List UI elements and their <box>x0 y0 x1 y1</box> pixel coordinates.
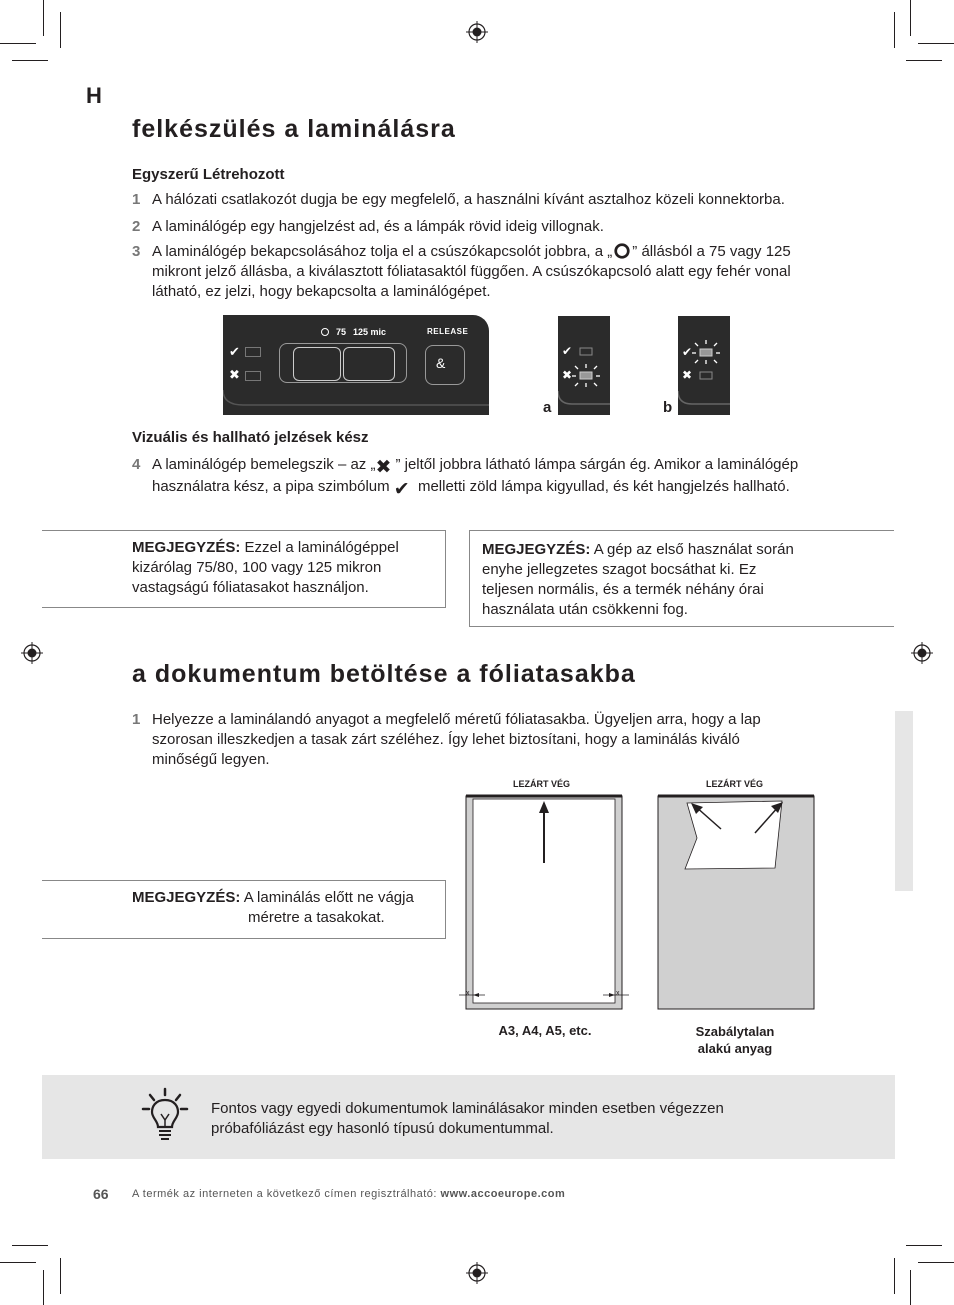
crop-mark <box>0 1262 36 1263</box>
lightbulb-icon <box>140 1087 190 1147</box>
note-thickness: MEGJEGYZÉS: Ezzel a laminálógéppel kizárólag 75/80, 100 vagy 125 mikron vastagságú fóliatasakot használjon. <box>132 539 399 596</box>
registration-mark-icon <box>21 642 43 664</box>
step-text: A hálózati csatlakozót dugja be egy megfelelő, a használni kívánt asztalhoz közeli konnektorba. <box>152 191 785 208</box>
release-icon: & <box>436 355 446 371</box>
page-number: 66 <box>93 1186 109 1202</box>
caption-standard: A3, A4, A5, etc. <box>498 1023 592 1038</box>
step-3 <box>132 242 812 302</box>
crop-mark <box>12 1245 48 1246</box>
crop-mark <box>60 12 61 48</box>
label-75: 75 <box>336 327 347 337</box>
subtitle-setup: Egyszerű Létrehozott <box>132 166 285 183</box>
step-text: A laminálógép bekapcsolásához tolja el a csúszókapcsolót jobbra, a „ ” állásból a 75 vagy 125 mikront jelző állásba, a kiválasztott fóliatasaktól függően. A csúszókapcsoló alatt egy fehér vonal látható, ez jelzi, hogy bekapcsolta a laminálógépet. <box>152 243 791 300</box>
step-4 <box>132 455 812 499</box>
step-text: A laminálógép bemelegszik – az „✖ ” jeltől jobbra látható lámpa sárgán ég. Amikor a laminálógép használatra kész, a pipa szimbólum ✔ melletti zöld lámpa kigyullad, és két hangjelzés hallható. <box>152 456 799 500</box>
step-load-1 <box>132 710 792 770</box>
slide-switch-knob <box>343 347 395 381</box>
tip-text: Fontos vagy egyedi dokumentumok laminálásakor minden esetben végezzen próbafóliázást egy hasonló típusú dokumentummal. <box>211 1100 724 1137</box>
section-title-preparation: felkészülés a laminálásra <box>132 115 456 143</box>
crop-mark <box>43 1270 44 1305</box>
step-1 <box>132 190 832 210</box>
step-number: 1 <box>132 711 141 728</box>
registration-mark-icon <box>911 642 933 664</box>
crop-mark <box>894 12 895 48</box>
cross-icon: ✖ <box>682 368 693 382</box>
panel-detail-b <box>678 316 730 415</box>
check-icon: ✔ <box>562 344 573 358</box>
step-number: 1 <box>132 191 141 208</box>
gap-mark-right: x <box>616 990 620 997</box>
check-icon: ✔ <box>682 345 693 359</box>
crop-mark <box>906 60 942 61</box>
release-label: RELEASE <box>427 327 469 336</box>
crop-mark <box>918 1262 954 1263</box>
crop-mark <box>894 1258 895 1294</box>
off-circle-icon <box>612 242 632 260</box>
crop-mark <box>60 1258 61 1294</box>
control-panel-illustration <box>223 315 489 415</box>
crop-mark <box>43 0 44 36</box>
crop-mark <box>918 43 954 44</box>
note-no-trim: MEGJEGYZÉS: A laminálás előtt ne vágja méretre a tasakokat. <box>132 889 414 926</box>
crop-mark <box>910 1270 911 1305</box>
step-number: 2 <box>132 218 141 235</box>
footer-text: A termék az interneten a következő címen regisztrálható: www.accoeurope.com <box>132 1188 566 1200</box>
pouch-diagram-standard <box>455 793 635 1018</box>
footer-url[interactable]: www.accoeurope.com <box>440 1188 566 1200</box>
pouch-diagram-irregular <box>657 793 817 1018</box>
heating-lamp <box>245 371 261 381</box>
figure-label-b: b <box>663 399 673 416</box>
cross-icon: ✖ <box>229 367 240 382</box>
cross-icon: ✖ <box>375 457 392 478</box>
step-number: 3 <box>132 243 141 260</box>
note-odor: MEGJEGYZÉS: A gép az első használat során enyhe jellegzetes szagot bocsáthat ki. Ez teljesen normális, és a termék néhány órai használata után csökkenni fog. <box>482 541 794 618</box>
language-tab: H <box>86 83 102 108</box>
gap-mark-left: x <box>466 990 470 997</box>
ready-lamp <box>245 347 261 357</box>
step-2 <box>132 217 832 237</box>
figure-label-a: a <box>543 399 552 416</box>
subtitle-signals: Vizuális és hallható jelzések kész <box>132 429 369 446</box>
crop-mark <box>12 60 48 61</box>
off-circle-icon <box>321 328 329 336</box>
section-title-loading: a dokumentum betöltése a fóliatasakba <box>132 660 636 688</box>
step-number: 4 <box>132 456 141 473</box>
registration-mark-icon <box>466 21 488 43</box>
step-text: Helyezze a laminálandó anyagot a megfelelő méretű fóliatasakba. Ügyeljen arra, hogy a lap szorosan illeszkedjen a tasak zárt széléhez. Így lehet biztosítani, hogy a laminálás kiváló minőségű legyen. <box>152 711 761 768</box>
step-text: A laminálógép egy hangjelzést ad, és a lámpák rövid ideig villognak. <box>152 218 604 235</box>
crop-mark <box>906 1245 942 1246</box>
sealed-end-label-left: LEZÁRT VÉG <box>513 779 571 789</box>
side-tab <box>895 711 913 891</box>
label-125-mic: 125 mic <box>353 327 387 337</box>
registration-mark-icon <box>466 1262 488 1284</box>
slide-switch-knob <box>293 347 341 381</box>
panel-detail-a <box>558 316 610 415</box>
crop-mark <box>910 0 911 36</box>
caption-irregular: Szabálytalan alakú anyag <box>695 1024 775 1056</box>
check-icon: ✔ <box>229 344 240 359</box>
cross-icon: ✖ <box>562 368 573 382</box>
crop-mark <box>0 43 36 44</box>
check-icon: ✔ <box>393 479 410 500</box>
sealed-end-label-right: LEZÁRT VÉG <box>706 779 764 789</box>
